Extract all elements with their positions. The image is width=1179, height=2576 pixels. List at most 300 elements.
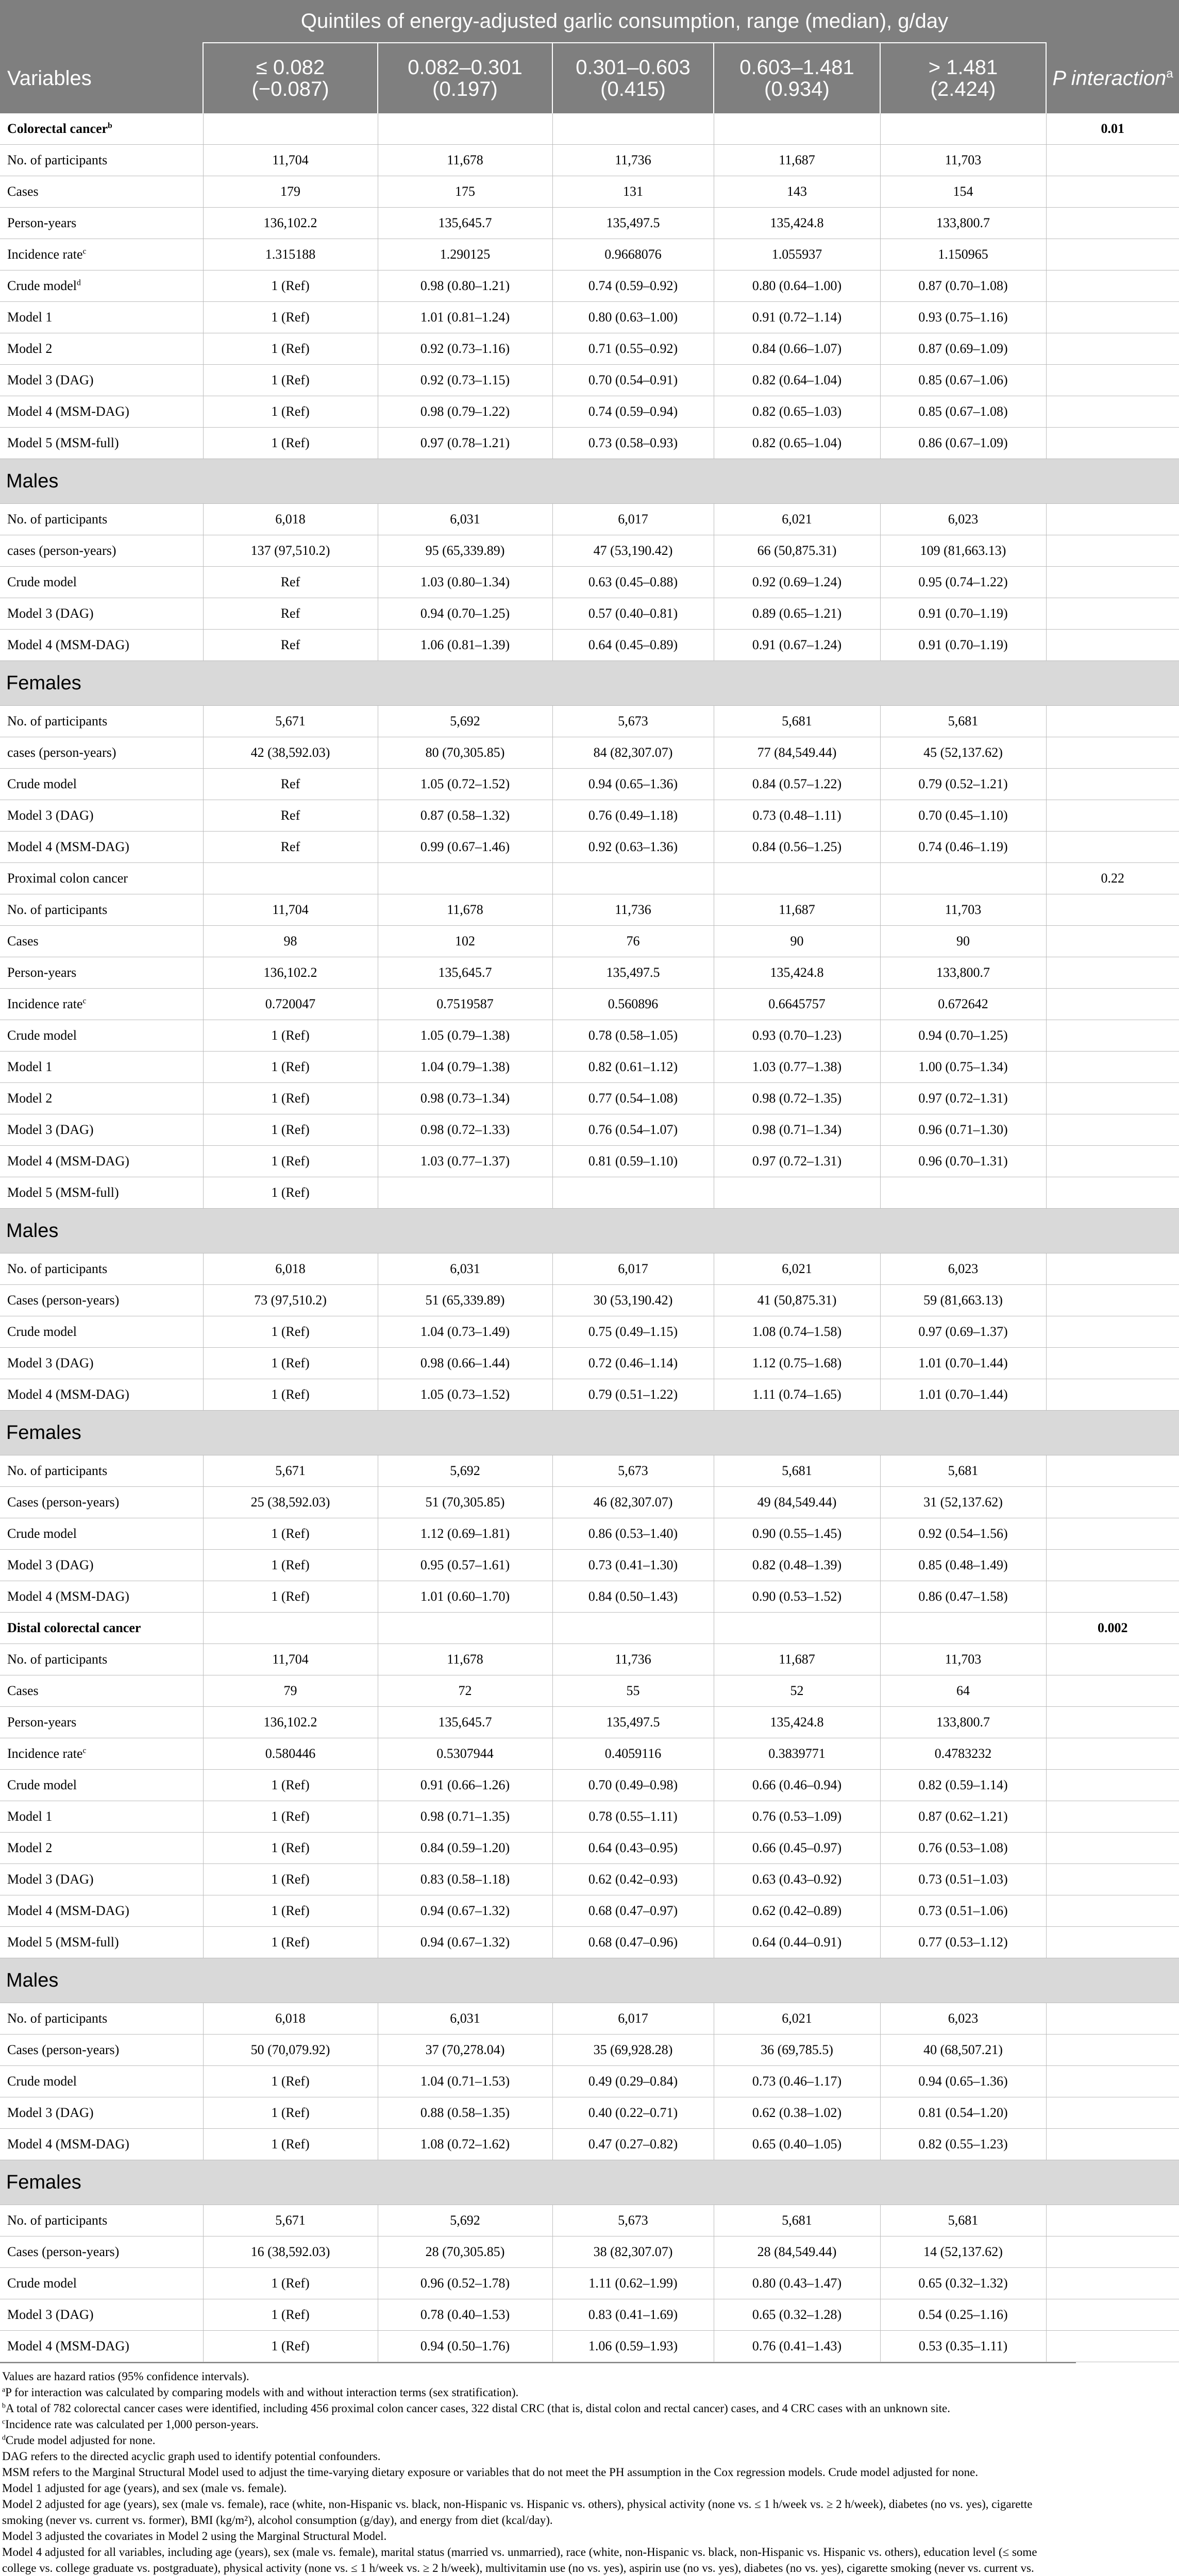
quintile-1-cell: 1 (Ref) xyxy=(203,1833,378,1864)
table-body xyxy=(0,113,1179,2362)
table-row xyxy=(0,598,1179,630)
quintile-4-cell: 5,681 xyxy=(714,1455,880,1487)
quintile-1-cell: 1 (Ref) xyxy=(203,1146,378,1177)
quintile-1-cell: 1 (Ref) xyxy=(203,1177,378,1209)
p-interaction-cell xyxy=(1046,1083,1179,1114)
quintile-3-cell: 5,673 xyxy=(552,1455,714,1487)
quintile-1-cell: 1 (Ref) xyxy=(203,1114,378,1146)
quintile-5-cell: 154 xyxy=(880,176,1046,208)
quintile-1-cell: 1 (Ref) xyxy=(203,428,378,459)
quintile-3-cell: 0.78 (0.55–1.11) xyxy=(552,1801,714,1833)
quintile-5-cell: 133,800.7 xyxy=(880,1707,1046,1738)
footnote: Model 4 adjusted for all variables, including age (years), sex (male vs. female), marital status (married vs. unmarried), race (white, non-Hispanic vs. black, non-Hispanic vs. Hispanic vs. others), education level (≤ some college vs. college graduate vs. postgraduate), physical activity (none vs. ≤ 1 h/week vs. ≥ 2 h/week), multivitamin use (no vs. yes), aspirin use (no vs. yes), diabetes (no vs. yes), cigarette smoking (never vs. current vs. xyxy=(2,2546,1037,2574)
quintile-3-cell: 0.57 (0.40–0.81) xyxy=(552,598,714,630)
footnote: Model 3 adjusted the covariates in Model 2 using the Marginal Structural Model. xyxy=(2,2530,387,2543)
quintile-3-cell: 0.62 (0.42–0.93) xyxy=(552,1864,714,1895)
quintile-2-cell: 1.04 (0.73–1.49) xyxy=(378,1316,552,1348)
quintile-1-cell: Ref xyxy=(203,832,378,863)
quintile-5-cell: 109 (81,663.13) xyxy=(880,535,1046,567)
table-row xyxy=(0,1114,1179,1146)
quintile-3-cell: 0.9668076 xyxy=(552,239,714,270)
p-interaction-cell xyxy=(1046,145,1179,176)
p-interaction-cell xyxy=(1046,1146,1179,1177)
p-interaction-cell xyxy=(1046,1864,1179,1895)
quintile-3-cell xyxy=(552,1613,714,1644)
quintile-4-cell: 0.64 (0.44–0.91) xyxy=(714,1927,880,1958)
quintile-2-cell: 72 xyxy=(378,1675,552,1707)
quintile-4-cell: 77 (84,549.44) xyxy=(714,737,880,769)
quintile-4-cell: 0.65 (0.40–1.05) xyxy=(714,2129,880,2160)
quintile-3-cell: 0.94 (0.65–1.36) xyxy=(552,769,714,800)
table-row xyxy=(0,535,1179,567)
row-label: No. of participants xyxy=(0,1644,203,1675)
quintile-3-cell: 0.84 (0.50–1.43) xyxy=(552,1581,714,1613)
quintile-1-cell: 1 (Ref) xyxy=(203,2331,378,2362)
quintile-2-cell: 1.01 (0.60–1.70) xyxy=(378,1581,552,1613)
quintile-4-cell: 0.89 (0.65–1.21) xyxy=(714,598,880,630)
row-label: Model 1 xyxy=(0,302,203,333)
quintile-1-cell: 1 (Ref) xyxy=(203,1316,378,1348)
quintile-2-cell: 135,645.7 xyxy=(378,208,552,239)
p-interaction-cell xyxy=(1046,2205,1179,2236)
quintile-1-cell: 179 xyxy=(203,176,378,208)
p-interaction-cell xyxy=(1046,1020,1179,1052)
quintile-3-cell: 0.75 (0.49–1.15) xyxy=(552,1316,714,1348)
quintile-5-cell: 0.77 (0.53–1.12) xyxy=(880,1927,1046,1958)
table-row xyxy=(0,894,1179,926)
table-row xyxy=(0,1550,1179,1581)
p-interaction-cell xyxy=(1046,1253,1179,1285)
quintile-4-cell: 0.65 (0.32–1.28) xyxy=(714,2299,880,2331)
quintile-3-cell: 0.78 (0.58–1.05) xyxy=(552,1020,714,1052)
table-row xyxy=(0,989,1179,1020)
quintile-3-cell: 0.79 (0.51–1.22) xyxy=(552,1379,714,1411)
quintile-5-cell: 5,681 xyxy=(880,1455,1046,1487)
p-interaction-cell xyxy=(1046,706,1179,737)
quintile-5-cell: 11,703 xyxy=(880,1644,1046,1675)
table-row xyxy=(0,365,1179,396)
table-row xyxy=(0,2035,1179,2066)
row-label: Crude model xyxy=(0,2268,203,2299)
quintile-3-cell: 0.68 (0.47–0.96) xyxy=(552,1927,714,1958)
row-label: No. of participants xyxy=(0,894,203,926)
row-label: Cases xyxy=(0,1675,203,1707)
quintile-5-cell: 0.94 (0.65–1.36) xyxy=(880,2066,1046,2097)
quintile-4-cell: 0.3839771 xyxy=(714,1738,880,1770)
row-label: Model 1 xyxy=(0,1052,203,1083)
quintile-3-cell: 0.70 (0.49–0.98) xyxy=(552,1770,714,1801)
quintile-4-cell: 0.73 (0.46–1.17) xyxy=(714,2066,880,2097)
quintile-1-cell: 1 (Ref) xyxy=(203,333,378,365)
quintile-5-cell: 0.4783232 xyxy=(880,1738,1046,1770)
quintile-4-cell: 0.66 (0.45–0.97) xyxy=(714,1833,880,1864)
quintile-3-cell: 35 (69,928.28) xyxy=(552,2035,714,2066)
p-interaction-cell xyxy=(1046,832,1179,863)
quintile-4-cell: 0.76 (0.41–1.43) xyxy=(714,2331,880,2362)
row-label: Incidence rate$^c$ xyxy=(0,989,203,1020)
p-interaction-cell xyxy=(1046,2331,1179,2362)
p-interaction-cell xyxy=(1046,1348,1179,1379)
row-label: Model 4 (MSM-DAG) xyxy=(0,396,203,428)
quintile-2-cell xyxy=(378,1177,552,1209)
quintile-3-header: 0.301–0.603 (0.415) xyxy=(552,43,714,113)
quintile-3-cell: 135,497.5 xyxy=(552,1707,714,1738)
row-label: Cases (person-years) xyxy=(0,2236,203,2268)
quintile-5-cell: 0.73 (0.51–1.03) xyxy=(880,1864,1046,1895)
quintile-2-cell: 5,692 xyxy=(378,1455,552,1487)
p-interaction-cell xyxy=(1046,333,1179,365)
quintile-2-cell: 102 xyxy=(378,926,552,957)
subgroup-label: Males xyxy=(0,459,1179,504)
quintile-3-cell: 0.64 (0.43–0.95) xyxy=(552,1833,714,1864)
p-interaction-cell xyxy=(1046,270,1179,302)
quintile-2-cell: 1.03 (0.80–1.34) xyxy=(378,567,552,598)
quintile-3-cell: 0.47 (0.27–0.82) xyxy=(552,2129,714,2160)
p-interaction-cell xyxy=(1046,894,1179,926)
subgroup-header-row xyxy=(0,661,1179,706)
row-label: Model 5 (MSM-full) xyxy=(0,1177,203,1209)
p-interaction-cell xyxy=(1046,1675,1179,1707)
quintile-2-cell: 1.01 (0.81–1.24) xyxy=(378,302,552,333)
quintile-5-cell: 64 xyxy=(880,1675,1046,1707)
row-label: Model 4 (MSM-DAG) xyxy=(0,1581,203,1613)
quintile-1-cell: 1 (Ref) xyxy=(203,1550,378,1581)
subgroup-header-row xyxy=(0,1411,1179,1455)
quintile-1-cell: 1 (Ref) xyxy=(203,2066,378,2097)
p-interaction-cell xyxy=(1046,1738,1179,1770)
quintile-3-cell: 0.86 (0.53–1.40) xyxy=(552,1518,714,1550)
quintile-2-cell: 1.06 (0.81–1.39) xyxy=(378,630,552,661)
table-row xyxy=(0,113,1179,145)
table-row xyxy=(0,2066,1179,2097)
quintile-4-cell: 0.84 (0.56–1.25) xyxy=(714,832,880,863)
quintile-5-cell: 6,023 xyxy=(880,1253,1046,1285)
p-interaction-cell xyxy=(1046,630,1179,661)
quintile-4-cell: 0.82 (0.65–1.03) xyxy=(714,396,880,428)
row-label: Model 3 (DAG) xyxy=(0,1864,203,1895)
row-label: Model 4 (MSM-DAG) xyxy=(0,2331,203,2362)
quintile-5-cell xyxy=(880,1177,1046,1209)
quintile-4-cell: 6,021 xyxy=(714,1253,880,1285)
quintile-3-cell: 6,017 xyxy=(552,1253,714,1285)
quintile-4-cell xyxy=(714,1613,880,1644)
quintile-3-cell: 76 xyxy=(552,926,714,957)
table-row xyxy=(0,428,1179,459)
quintile-3-cell: 0.92 (0.63–1.36) xyxy=(552,832,714,863)
table-row xyxy=(0,832,1179,863)
row-label: Crude model$^d$ xyxy=(0,270,203,302)
row-label: No. of participants xyxy=(0,145,203,176)
row-label: cases (person-years) xyxy=(0,535,203,567)
quintile-2-cell: 1.04 (0.79–1.38) xyxy=(378,1052,552,1083)
p-interaction-cell xyxy=(1046,1379,1179,1411)
quintile-1-cell xyxy=(203,863,378,894)
quintile-3-cell: 1.06 (0.59–1.93) xyxy=(552,2331,714,2362)
p-interaction-cell xyxy=(1046,567,1179,598)
row-label: Distal colorectal cancer xyxy=(0,1613,203,1644)
quintile-5-cell: 1.01 (0.70–1.44) xyxy=(880,1379,1046,1411)
quintile-2-cell xyxy=(378,1613,552,1644)
quintile-1-cell: 5,671 xyxy=(203,1455,378,1487)
p-interaction-cell xyxy=(1046,957,1179,989)
quintile-1-cell: 1 (Ref) xyxy=(203,1518,378,1550)
quintile-5-cell: 0.86 (0.67–1.09) xyxy=(880,428,1046,459)
row-label: Model 5 (MSM-full) xyxy=(0,1927,203,1958)
row-label: Crude model xyxy=(0,1020,203,1052)
quintile-4-cell: 28 (84,549.44) xyxy=(714,2236,880,2268)
quintile-5-cell: 0.97 (0.72–1.31) xyxy=(880,1083,1046,1114)
table-row xyxy=(0,1895,1179,1927)
quintile-2-cell: 6,031 xyxy=(378,2003,552,2035)
quintile-2-cell: 0.94 (0.67–1.32) xyxy=(378,1895,552,1927)
footnote: $^d$Crude model adjusted for none. xyxy=(2,2433,156,2447)
quintile-2-cell: 80 (70,305.85) xyxy=(378,737,552,769)
footnote: $^b$A total of 782 colorectal cancer cases were identified, including 456 proximal colon cancer cases, 322 distal CRC (that is, distal colon and rectal cancer) cases, and 4 CRC cases with an unknown site. xyxy=(2,2401,950,2415)
quintile-2-cell: 0.98 (0.80–1.21) xyxy=(378,270,552,302)
quintile-4-cell: 1.11 (0.74–1.65) xyxy=(714,1379,880,1411)
row-label: Model 3 (DAG) xyxy=(0,1550,203,1581)
p-interaction-cell xyxy=(1046,1285,1179,1316)
quintile-2-cell: 1.05 (0.79–1.38) xyxy=(378,1020,552,1052)
quintile-5-cell: 0.95 (0.74–1.22) xyxy=(880,567,1046,598)
table-row xyxy=(0,2236,1179,2268)
quintile-4-cell: 49 (84,549.44) xyxy=(714,1487,880,1518)
quintile-5-cell: 0.82 (0.59–1.14) xyxy=(880,1770,1046,1801)
quintile-2-cell: 0.99 (0.67–1.46) xyxy=(378,832,552,863)
quintile-2-cell: 6,031 xyxy=(378,1253,552,1285)
p-interaction-cell xyxy=(1046,1707,1179,1738)
subgroup-label: Females xyxy=(0,661,1179,706)
quintile-5-cell xyxy=(880,113,1046,145)
p-interaction-cell xyxy=(1046,428,1179,459)
footnote: $^a$P for interaction was calculated by comparing models with and without interaction terms (sex stratification). xyxy=(2,2385,519,2399)
p-interaction-cell xyxy=(1046,1581,1179,1613)
quintile-2-cell xyxy=(378,863,552,894)
subgroup-header-row xyxy=(0,1209,1179,1253)
row-label: Person-years xyxy=(0,1707,203,1738)
quintile-4-cell: 135,424.8 xyxy=(714,1707,880,1738)
row-label: Model 4 (MSM-DAG) xyxy=(0,1379,203,1411)
table-row xyxy=(0,208,1179,239)
quintile-5-cell: 31 (52,137.62) xyxy=(880,1487,1046,1518)
quintile-4-cell: 11,687 xyxy=(714,894,880,926)
quintile-2-cell xyxy=(378,113,552,145)
row-label: Model 3 (DAG) xyxy=(0,2299,203,2331)
row-label: Model 2 xyxy=(0,333,203,365)
table-row xyxy=(0,2129,1179,2160)
quintile-5-cell xyxy=(880,863,1046,894)
quintile-3-cell: 0.72 (0.46–1.14) xyxy=(552,1348,714,1379)
quintile-2-cell: 51 (70,305.85) xyxy=(378,1487,552,1518)
quintile-5-cell: 40 (68,507.21) xyxy=(880,2035,1046,2066)
quintile-5-cell: 0.74 (0.46–1.19) xyxy=(880,832,1046,863)
quintile-3-cell: 0.83 (0.41–1.69) xyxy=(552,2299,714,2331)
row-label: Model 3 (DAG) xyxy=(0,1348,203,1379)
quintile-3-cell: 0.76 (0.49–1.18) xyxy=(552,800,714,832)
table-row xyxy=(0,1455,1179,1487)
quintile-2-cell: 0.92 (0.73–1.15) xyxy=(378,365,552,396)
quintile-1-cell: 1 (Ref) xyxy=(203,1801,378,1833)
quintile-5-cell: 0.672642 xyxy=(880,989,1046,1020)
table-row xyxy=(0,2097,1179,2129)
row-label: Cases xyxy=(0,176,203,208)
row-label: Model 2 xyxy=(0,1083,203,1114)
quintile-4-cell: 0.84 (0.66–1.07) xyxy=(714,333,880,365)
footnote: DAG refers to the directed acyclic graph used to identify potential confounders. xyxy=(2,2450,381,2463)
quintile-1-cell: 136,102.2 xyxy=(203,957,378,989)
quintile-5-cell: 45 (52,137.62) xyxy=(880,737,1046,769)
quintile-4-cell: 52 xyxy=(714,1675,880,1707)
quintile-1-cell: 1.315188 xyxy=(203,239,378,270)
quintile-5-cell: 0.87 (0.69–1.09) xyxy=(880,333,1046,365)
quintile-1-cell: 79 xyxy=(203,1675,378,1707)
row-label: No. of participants xyxy=(0,1253,203,1285)
quintile-2-cell: 135,645.7 xyxy=(378,957,552,989)
p-interaction-cell xyxy=(1046,2097,1179,2129)
footnote: Model 2 adjusted for age (years), sex (male vs. female), race (white, non-Hispanic vs. black, non-Hispanic vs. Hispanic vs. others), physical activity (none vs. ≤ 1 h/week vs. ≥ 2 h/week), diabetes (no vs. yes), cigarette smoking (never vs. current vs. former), BMI (kg/m²), alcohol consumption (g/day), and energy from diet (kcal/day). xyxy=(2,2498,1033,2527)
row-label: Model 2 xyxy=(0,1833,203,1864)
row-label: Model 4 (MSM-DAG) xyxy=(0,1146,203,1177)
quintile-2-cell: 0.97 (0.78–1.21) xyxy=(378,428,552,459)
quintile-5-cell: 14 (52,137.62) xyxy=(880,2236,1046,2268)
quintile-2-cell: 1.12 (0.69–1.81) xyxy=(378,1518,552,1550)
p-interaction-cell xyxy=(1046,1833,1179,1864)
p-interaction-cell: 0.002 xyxy=(1046,1613,1179,1644)
quintile-1-cell: 1 (Ref) xyxy=(203,1895,378,1927)
quintile-4-cell: 6,021 xyxy=(714,504,880,535)
quintile-5-cell: 6,023 xyxy=(880,504,1046,535)
table-row xyxy=(0,2331,1179,2362)
quintile-4-cell: 0.91 (0.72–1.14) xyxy=(714,302,880,333)
quintile-5-cell: 0.53 (0.35–1.11) xyxy=(880,2331,1046,2362)
header-spacer xyxy=(0,0,203,43)
quintile-4-cell: 0.93 (0.70–1.23) xyxy=(714,1020,880,1052)
quintile-2-cell: 0.83 (0.58–1.18) xyxy=(378,1864,552,1895)
footnote: Model 1 adjusted for age (years), and sex (male vs. female). xyxy=(2,2482,287,2495)
table-row xyxy=(0,176,1179,208)
quintile-5-cell: 11,703 xyxy=(880,145,1046,176)
quintile-1-cell: 6,018 xyxy=(203,2003,378,2035)
quintile-2-cell: 0.5307944 xyxy=(378,1738,552,1770)
quintile-4-cell: 1.03 (0.77–1.38) xyxy=(714,1052,880,1083)
quintile-4-cell: 135,424.8 xyxy=(714,208,880,239)
row-label: Model 3 (DAG) xyxy=(0,800,203,832)
table-row xyxy=(0,239,1179,270)
quintile-4-cell: 0.98 (0.72–1.35) xyxy=(714,1083,880,1114)
row-label: Person-years xyxy=(0,208,203,239)
quintile-1-cell xyxy=(203,113,378,145)
table-row xyxy=(0,1801,1179,1833)
quintile-1-cell: 98 xyxy=(203,926,378,957)
quintile-5-cell: 0.93 (0.75–1.16) xyxy=(880,302,1046,333)
row-label: cases (person-years) xyxy=(0,737,203,769)
quintile-5-cell: 0.65 (0.32–1.32) xyxy=(880,2268,1046,2299)
p-interaction-cell xyxy=(1046,598,1179,630)
variables-column-header: Variables xyxy=(0,43,203,113)
subgroup-header-row xyxy=(0,1958,1179,2003)
quintile-1-cell: 136,102.2 xyxy=(203,208,378,239)
quintile-1-cell xyxy=(203,1613,378,1644)
quintile-4-cell: 0.73 (0.48–1.11) xyxy=(714,800,880,832)
p-interaction-cell xyxy=(1046,1801,1179,1833)
quintile-5-cell: 0.79 (0.52–1.21) xyxy=(880,769,1046,800)
quintile-1-cell: 5,671 xyxy=(203,706,378,737)
p-interaction-cell xyxy=(1046,208,1179,239)
quintile-2-cell: 1.08 (0.72–1.62) xyxy=(378,2129,552,2160)
p-interaction-cell xyxy=(1046,2066,1179,2097)
quintile-5-cell: 0.86 (0.47–1.58) xyxy=(880,1581,1046,1613)
subgroup-header-row xyxy=(0,459,1179,504)
quintile-4-cell: 0.62 (0.38–1.02) xyxy=(714,2097,880,2129)
p-interaction-cell xyxy=(1046,1455,1179,1487)
quintile-5-cell: 11,703 xyxy=(880,894,1046,926)
quintile-4-cell: 11,687 xyxy=(714,1644,880,1675)
p-interaction-cell xyxy=(1046,737,1179,769)
quintile-3-cell: 11,736 xyxy=(552,145,714,176)
quintile-1-cell: 11,704 xyxy=(203,894,378,926)
table-row xyxy=(0,1348,1179,1379)
quintile-1-cell: 5,671 xyxy=(203,2205,378,2236)
quintile-4-cell: 1.055937 xyxy=(714,239,880,270)
quintile-2-cell: 0.98 (0.73–1.34) xyxy=(378,1083,552,1114)
quintile-2-cell: 1.04 (0.71–1.53) xyxy=(378,2066,552,2097)
quintile-2-cell: 0.7519587 xyxy=(378,989,552,1020)
p-interaction-cell: 0.01 xyxy=(1046,113,1179,145)
quintile-2-cell: 5,692 xyxy=(378,2205,552,2236)
quintile-3-cell: 0.560896 xyxy=(552,989,714,1020)
footnote: Values are hazard ratios (95% confidence intervals). xyxy=(2,2370,249,2383)
header-spacer xyxy=(1046,0,1179,43)
quintile-5-cell: 0.91 (0.70–1.19) xyxy=(880,598,1046,630)
quintile-5-cell: 0.82 (0.55–1.23) xyxy=(880,2129,1046,2160)
quintile-3-cell: 0.63 (0.45–0.88) xyxy=(552,567,714,598)
row-label: Incidence rate$^c$ xyxy=(0,1738,203,1770)
quintile-1-cell: 1 (Ref) xyxy=(203,396,378,428)
quintile-1-cell: 11,704 xyxy=(203,145,378,176)
quintile-1-cell: Ref xyxy=(203,800,378,832)
table-row xyxy=(0,1864,1179,1895)
quintile-3-cell: 47 (53,190.42) xyxy=(552,535,714,567)
quintile-5-cell: 0.81 (0.54–1.20) xyxy=(880,2097,1046,2129)
quintile-3-cell: 131 xyxy=(552,176,714,208)
row-label: Cases (person-years) xyxy=(0,1487,203,1518)
quintile-3-cell: 0.74 (0.59–0.92) xyxy=(552,270,714,302)
table-row xyxy=(0,2268,1179,2299)
quintile-2-cell: 0.95 (0.57–1.61) xyxy=(378,1550,552,1581)
p-interaction-cell xyxy=(1046,926,1179,957)
quintile-2-cell: 0.94 (0.67–1.32) xyxy=(378,1927,552,1958)
quintile-2-cell: 0.88 (0.58–1.35) xyxy=(378,2097,552,2129)
p-interaction-cell xyxy=(1046,1518,1179,1550)
quintile-4-cell: 41 (50,875.31) xyxy=(714,1285,880,1316)
quintile-2-cell: 0.91 (0.66–1.26) xyxy=(378,1770,552,1801)
row-label: Model 3 (DAG) xyxy=(0,1114,203,1146)
table-row xyxy=(0,2003,1179,2035)
quintile-2-cell: 0.84 (0.59–1.20) xyxy=(378,1833,552,1864)
p-interaction-cell xyxy=(1046,769,1179,800)
quintile-3-cell: 0.73 (0.41–1.30) xyxy=(552,1550,714,1581)
quintile-5-cell: 1.00 (0.75–1.34) xyxy=(880,1052,1046,1083)
p-interaction-cell xyxy=(1046,239,1179,270)
quintile-3-cell: 84 (82,307.07) xyxy=(552,737,714,769)
quintile-4-cell: 5,681 xyxy=(714,706,880,737)
p-interaction-cell xyxy=(1046,1487,1179,1518)
quintile-1-cell: 137 (97,510.2) xyxy=(203,535,378,567)
quintile-4-cell: 66 (50,875.31) xyxy=(714,535,880,567)
quintile-3-cell: 5,673 xyxy=(552,2205,714,2236)
p-interaction-cell xyxy=(1046,1770,1179,1801)
quintile-3-cell: 135,497.5 xyxy=(552,957,714,989)
